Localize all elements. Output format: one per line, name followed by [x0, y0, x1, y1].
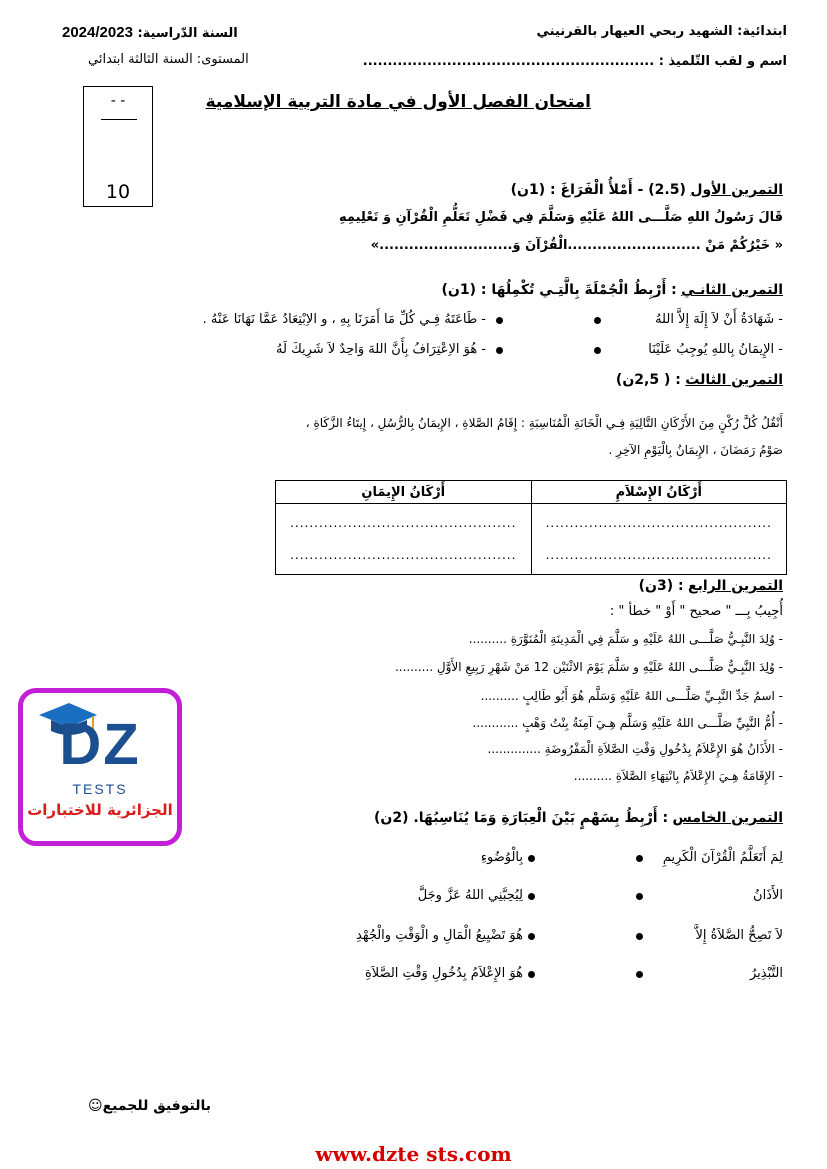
- col-islam-cell[interactable]: [531, 504, 787, 575]
- col-islam-header: أَرْكَانُ الإِسْلاَمِ: [531, 481, 787, 504]
- school-name: ابتدائية: الشهيد ربحي العيهار بالقرنيني: [536, 24, 787, 39]
- grade-level: المستوى: السنة الثالثة ابتدائي: [88, 52, 249, 67]
- school-year-value: 2024/2023: [62, 24, 133, 41]
- pillars-table: [275, 480, 787, 575]
- ex2-instruction: : أَرْبِطُ الْجُمْلَةَ بِالَّتِـي تُكْمِلُهَا : (1ن): [441, 282, 677, 298]
- ex4-item: - الأَذَانُ هُوَ الإِعْلاَمُ بِدُخُولِ وَقْتِ الصَّلاَةِ الْمَفْرُوضَةِ ..............: [487, 742, 783, 756]
- ex3-header: [616, 372, 783, 388]
- logo-tests: TESTS: [72, 781, 128, 797]
- grade-total: 10: [105, 181, 131, 203]
- ex1-hadith-intro: قَالَ رَسُولُ اللهِ صَلَّـــى اللهُ عَلَيْهِ وَسَلَّمَ فِي فَضْلِ تَعَلُّمِ الْقُرْآنِ وَ تَعْلِيمِهِ: [339, 210, 783, 225]
- ex5-left-dot[interactable]: [636, 855, 643, 862]
- answer-line[interactable]: ...............................................: [545, 548, 772, 562]
- page-title: امتحان الفصل الأول في مادة التربية الإسلامية: [205, 92, 591, 112]
- col-iman-header: أَرْكَانُ الإِيمَانِ: [276, 481, 532, 504]
- school-year-label: السنة الدّراسية:: [137, 26, 238, 41]
- answer-line[interactable]: ...............................................: [290, 548, 517, 562]
- ex4-points: : (3ن): [638, 578, 684, 594]
- ex5-left-dot[interactable]: [636, 893, 643, 900]
- ex5-left-dot[interactable]: [636, 971, 643, 978]
- footer-website[interactable]: www.dzte sts.com: [315, 1142, 512, 1166]
- ex2-right-dot[interactable]: [496, 317, 503, 324]
- closing-wish: بالتوفيق للجميع☺: [88, 1098, 211, 1114]
- ex2-right-dot[interactable]: [496, 347, 503, 354]
- ex4-instruction: أُجِيبُ بِـــ " صحيح " أَوْ " خطأ " :: [609, 604, 783, 619]
- ex5-right-dot[interactable]: [528, 855, 535, 862]
- ex5-right-item: هُوَ تَضْيِيعُ الْمَالِ و الْوَقْتِ والْجُهْدِ: [356, 928, 523, 943]
- ex1-heading: التمرين الأول: [690, 182, 783, 198]
- ex1-instruction: (2.5) - أَمْلأُ الْفَرَاغَ : (1ن): [510, 182, 686, 198]
- ex2-heading: التمرين الثانـي: [681, 282, 783, 298]
- logo-arabic: الجزائرية للاختبارات: [27, 801, 173, 819]
- ex2-right-item: - طَاعَتَهُ فِـي كُلِّ مَا أَمَرَنَا بِهِ ، و الاِبْتِعَادُ عَمَّا نَهَانَا عَنْهُ .: [202, 312, 486, 327]
- ex5-left-dot[interactable]: [636, 933, 643, 940]
- grade-divider: [101, 119, 137, 120]
- student-name-field: اسم و لقب التّلميذ : ...........................................................: [362, 54, 787, 69]
- logo-mark: DZ: [59, 712, 141, 777]
- ex3-heading: التمرين الثالث: [685, 372, 783, 388]
- dztests-logo: [18, 688, 182, 846]
- ex2-left-dot[interactable]: [594, 347, 601, 354]
- ex5-right-item: هُوَ الإِعْلاَمُ بِدُخُولِ وَقْتِ الصَّلاَةِ: [365, 966, 523, 981]
- grade-score: - -: [110, 93, 126, 109]
- ex2-left-item: - شَهَادَةُ أَنْ لاَ إِلَهَ إِلاَّ اللهُ: [655, 312, 783, 327]
- ex3-points: : ( 2,5ن): [615, 372, 681, 388]
- ex2-left-dot[interactable]: [594, 317, 601, 324]
- col-iman-cell[interactable]: [276, 504, 532, 575]
- ex2-header: [441, 282, 783, 298]
- ex5-heading: التمرين الخامس: [672, 810, 783, 826]
- ex4-heading: التمرين الرابع: [688, 578, 783, 594]
- grade-box: [83, 86, 153, 207]
- school-year: [62, 24, 238, 41]
- ex5-right-item: بِالْوُضُوءِ: [480, 850, 523, 865]
- ex2-left-item: - الإِيمَانُ بِاللهِ يُوجِبُ عَلَيْنَا: [648, 342, 783, 357]
- ex5-left-item: التَّبْذِيرُ: [749, 966, 783, 981]
- ex2-right-item: - هُوَ الاِعْتِرَافُ بِأَنَّ اللهَ وَاحِدٌ لاَ شَرِيكَ لَهُ: [276, 342, 486, 357]
- ex1-hadith-blank: « خَيْرُكُمْ مَنْ ...........................الْقُرْآنَ وَ...........................»: [370, 238, 783, 253]
- ex4-item: - وُلِدَ النَّبِـيُّ صَلَّـــى اللهُ عَلَيْهِ و سَلَّمَ فِي الْمَدِينَةِ الْمُنَوَّرَةِ ..........: [468, 632, 783, 646]
- ex4-item: - اسمُ جَدِّ النَّبِـيِّ صَلَّـــى اللهُ عَلَيْهِ وَسَلَّم هُوَ أَبُو طَالِبٍ ..........: [480, 689, 783, 703]
- ex5-right-dot[interactable]: [528, 893, 535, 900]
- ex4-item: - الإِقَامَةُ هِـيَ الإِعْلاَمُ بِانْتِهَاءِ الصَّلاَةِ ..........: [573, 769, 783, 783]
- ex3-instruction-cont: صَوْمُ رَمَضَانَ ، الإِيمَانُ بِالْيَوْمِ الآخِرِ .: [608, 443, 783, 457]
- answer-line[interactable]: ...............................................: [290, 516, 517, 530]
- ex5-right-dot[interactable]: [528, 971, 535, 978]
- ex1-header: [511, 182, 783, 198]
- ex4-item: - أُمُّ النَّبِيِّ صَلَّـــى اللهُ عَلَيْهِ وَسَلَّم هِـيَ آمِنَةُ بِنْتُ وَهْبٍ ............: [472, 716, 783, 730]
- ex5-right-dot[interactable]: [528, 933, 535, 940]
- ex5-left-item: الأَذَانُ: [753, 888, 783, 903]
- ex3-instruction: أَنْقُلُ كُلَّ رُكْنٍ مِنَ الأَرْكَانِ التَّالِيَةِ فِـي الْخَانَةِ الْمُنَاسِبَةِ : إِقَامُ الصَّلاةِ ، الإِيمَانُ بِالرُّسُلِ ، إِيتَاءُ الزَّكَاةِ ،: [305, 416, 783, 430]
- ex4-item: - وُلِدَ النَّبِـيُّ صَلَّـــى اللهُ عَلَيْهِ و سَلَّمَ يَوْمَ الاثْنَيْن 12 مَنْ شَهْرِ رَبِيعِ الأَوَّلِ ..........: [394, 660, 783, 674]
- answer-line[interactable]: ...............................................: [545, 516, 772, 530]
- ex5-left-item: لاَ تَصِحُّ الصَّلاَةُ إِلاَّ: [695, 928, 783, 943]
- ex5-instruction: : أَرْبِطُ بِسَهْمٍ بَيْنَ الْعِبَارَةِ وَمَا يُنَاسِبُهَا. (2ن): [374, 810, 669, 826]
- ex4-header: [639, 578, 783, 594]
- ex5-right-item: لِيُحِبَّنِي اللهُ عَزَّ وجَلَّ: [417, 888, 523, 903]
- ex5-header: [374, 810, 783, 826]
- ex5-left-item: لِمَ أَتَعَلَّمُ الْقُرْآنَ الْكَرِيمِ: [662, 850, 783, 865]
